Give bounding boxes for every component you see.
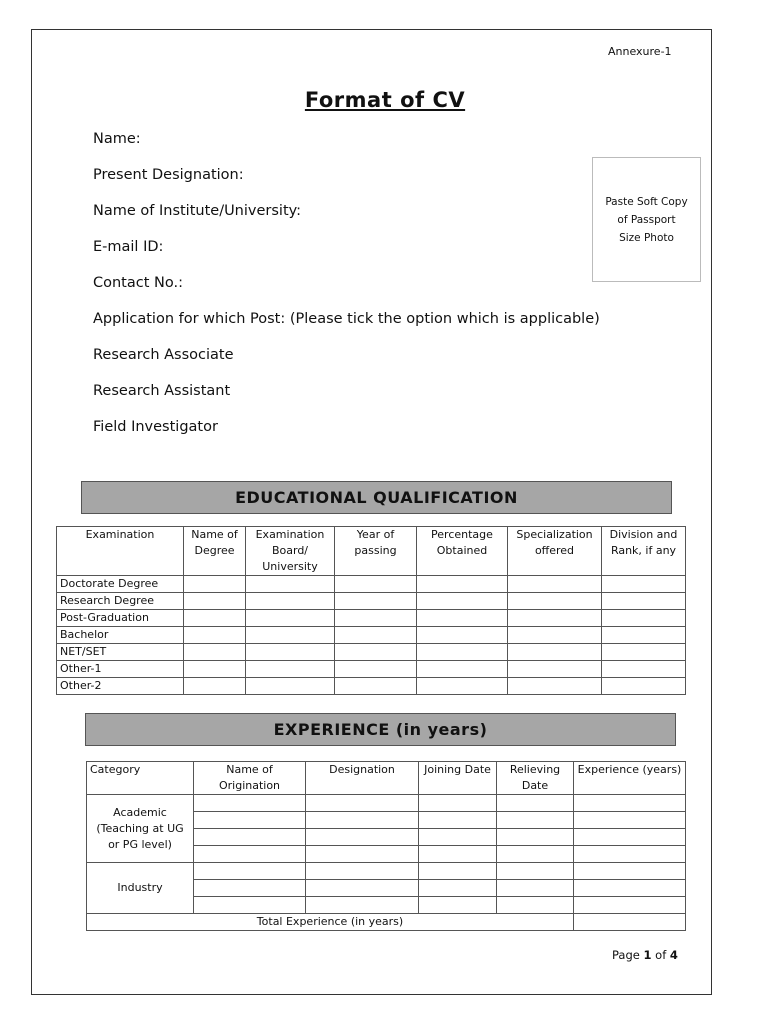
cell[interactable] — [497, 897, 574, 914]
cell[interactable] — [246, 644, 335, 661]
annexure-label: Annexure-1 — [608, 45, 672, 58]
cell[interactable] — [508, 576, 602, 593]
table-row — [57, 593, 686, 610]
cell[interactable] — [184, 661, 246, 678]
row-label: Post-Graduation — [57, 610, 184, 627]
col-relieving-date: Relieving Date — [497, 762, 574, 795]
cell[interactable] — [574, 846, 686, 863]
field-name: Name: — [93, 131, 141, 147]
cell[interactable] — [417, 610, 508, 627]
cell[interactable] — [306, 795, 419, 812]
col-year: Year of passing — [335, 527, 417, 576]
photo-line-3: Size Photo — [619, 231, 674, 244]
col-specialization: Specialization offered — [508, 527, 602, 576]
cell[interactable] — [417, 661, 508, 678]
cell[interactable] — [417, 593, 508, 610]
experience-banner: EXPERIENCE (in years) — [85, 713, 676, 746]
field-institute: Name of Institute/University: — [93, 203, 302, 219]
field-present-designation: Present Designation: — [93, 167, 244, 183]
cell[interactable] — [574, 863, 686, 880]
cell[interactable] — [602, 661, 686, 678]
page-current: 1 — [643, 948, 652, 962]
table-row — [57, 661, 686, 678]
cell[interactable] — [184, 576, 246, 593]
experience-table — [86, 761, 686, 931]
total-experience-value[interactable] — [574, 914, 686, 931]
cell[interactable] — [335, 576, 417, 593]
table-row — [87, 795, 686, 812]
cell[interactable] — [184, 678, 246, 695]
photo-placeholder — [592, 157, 701, 282]
cell[interactable] — [246, 610, 335, 627]
total-experience-label: Total Experience (in years) — [87, 914, 574, 931]
cell[interactable] — [335, 678, 417, 695]
cell[interactable] — [497, 880, 574, 897]
cell[interactable] — [419, 880, 497, 897]
cell[interactable] — [602, 678, 686, 695]
table-row — [57, 678, 686, 695]
cell[interactable] — [419, 897, 497, 914]
cell[interactable] — [602, 610, 686, 627]
cell[interactable] — [246, 661, 335, 678]
field-application-post: Application for which Post: (Please tick the option which is applicable) — [93, 311, 600, 327]
row-label: Doctorate Degree — [57, 576, 184, 593]
cell[interactable] — [574, 812, 686, 829]
cell[interactable] — [419, 863, 497, 880]
cell[interactable] — [246, 627, 335, 644]
cell[interactable] — [306, 863, 419, 880]
photo-line-2: of Passport — [617, 213, 676, 226]
page-number — [612, 948, 678, 962]
cell[interactable] — [335, 661, 417, 678]
cell[interactable] — [417, 678, 508, 695]
table-row — [57, 610, 686, 627]
cell[interactable] — [184, 627, 246, 644]
cell[interactable] — [497, 829, 574, 846]
cell[interactable] — [306, 812, 419, 829]
cell[interactable] — [335, 610, 417, 627]
page-sep: of — [655, 948, 667, 962]
education-banner: EDUCATIONAL QUALIFICATION — [81, 481, 672, 514]
table-row — [57, 627, 686, 644]
page-total: 4 — [669, 948, 678, 962]
cell[interactable] — [497, 795, 574, 812]
category-academic: Academic (Teaching at UG or PG level) — [87, 795, 194, 863]
col-joining-date: Joining Date — [419, 762, 497, 795]
cell[interactable] — [246, 678, 335, 695]
education-header-row — [57, 527, 686, 576]
col-percentage: Percentage Obtained — [417, 527, 508, 576]
cell[interactable] — [306, 897, 419, 914]
cell[interactable] — [574, 897, 686, 914]
experience-header-row — [87, 762, 686, 795]
col-division: Division and Rank, if any — [602, 527, 686, 576]
row-label: Other-1 — [57, 661, 184, 678]
cell[interactable] — [574, 829, 686, 846]
cell[interactable] — [184, 644, 246, 661]
cell[interactable] — [602, 627, 686, 644]
cell[interactable] — [306, 880, 419, 897]
education-table — [56, 526, 686, 695]
cell[interactable] — [246, 593, 335, 610]
col-name-of-degree: Name of Degree — [184, 527, 246, 576]
cell[interactable] — [602, 644, 686, 661]
row-label: Bachelor — [57, 627, 184, 644]
col-category: Category — [87, 762, 194, 795]
field-contact: Contact No.: — [93, 275, 183, 291]
cell[interactable] — [508, 644, 602, 661]
cell[interactable] — [194, 897, 306, 914]
cell[interactable] — [508, 678, 602, 695]
cell[interactable] — [306, 846, 419, 863]
photo-line-1: Paste Soft Copy — [605, 195, 688, 208]
cell[interactable] — [194, 795, 306, 812]
cell[interactable] — [508, 627, 602, 644]
cell[interactable] — [497, 812, 574, 829]
cell[interactable] — [497, 846, 574, 863]
cell[interactable] — [194, 863, 306, 880]
total-row — [87, 914, 686, 931]
category-industry: Industry — [87, 863, 194, 914]
option-field-investigator: Field Investigator — [93, 419, 218, 435]
page-prefix: Page — [612, 948, 640, 962]
option-research-assistant: Research Assistant — [93, 383, 231, 399]
cell[interactable] — [246, 576, 335, 593]
cell[interactable] — [602, 576, 686, 593]
table-row — [57, 644, 686, 661]
cell[interactable] — [194, 812, 306, 829]
cell[interactable] — [417, 644, 508, 661]
cell[interactable] — [497, 863, 574, 880]
cell[interactable] — [194, 880, 306, 897]
cell[interactable] — [335, 627, 417, 644]
table-row — [87, 863, 686, 880]
row-label: NET/SET — [57, 644, 184, 661]
cell[interactable] — [419, 829, 497, 846]
cell[interactable] — [602, 593, 686, 610]
cell[interactable] — [574, 880, 686, 897]
page-title: Format of CV — [304, 88, 466, 112]
cell[interactable] — [419, 846, 497, 863]
table-row — [57, 576, 686, 593]
cell[interactable] — [419, 812, 497, 829]
cell[interactable] — [508, 593, 602, 610]
row-label: Other-2 — [57, 678, 184, 695]
cell[interactable] — [508, 610, 602, 627]
cell[interactable] — [419, 795, 497, 812]
cell[interactable] — [306, 829, 419, 846]
cell[interactable] — [194, 829, 306, 846]
field-email: E-mail ID: — [93, 239, 164, 255]
col-experience-years: Experience (years) — [574, 762, 686, 795]
cell[interactable] — [574, 795, 686, 812]
cell[interactable] — [335, 644, 417, 661]
col-designation: Designation — [306, 762, 419, 795]
cell[interactable] — [335, 593, 417, 610]
cell[interactable] — [194, 846, 306, 863]
cell[interactable] — [417, 576, 508, 593]
col-examination: Examination — [57, 527, 184, 576]
option-research-associate: Research Associate — [93, 347, 234, 363]
cell[interactable] — [184, 593, 246, 610]
cell[interactable] — [508, 661, 602, 678]
col-board: Examination Board/ University — [246, 527, 335, 576]
col-origination: Name of Origination — [194, 762, 306, 795]
cell[interactable] — [184, 610, 246, 627]
row-label: Research Degree — [57, 593, 184, 610]
cell[interactable] — [417, 627, 508, 644]
